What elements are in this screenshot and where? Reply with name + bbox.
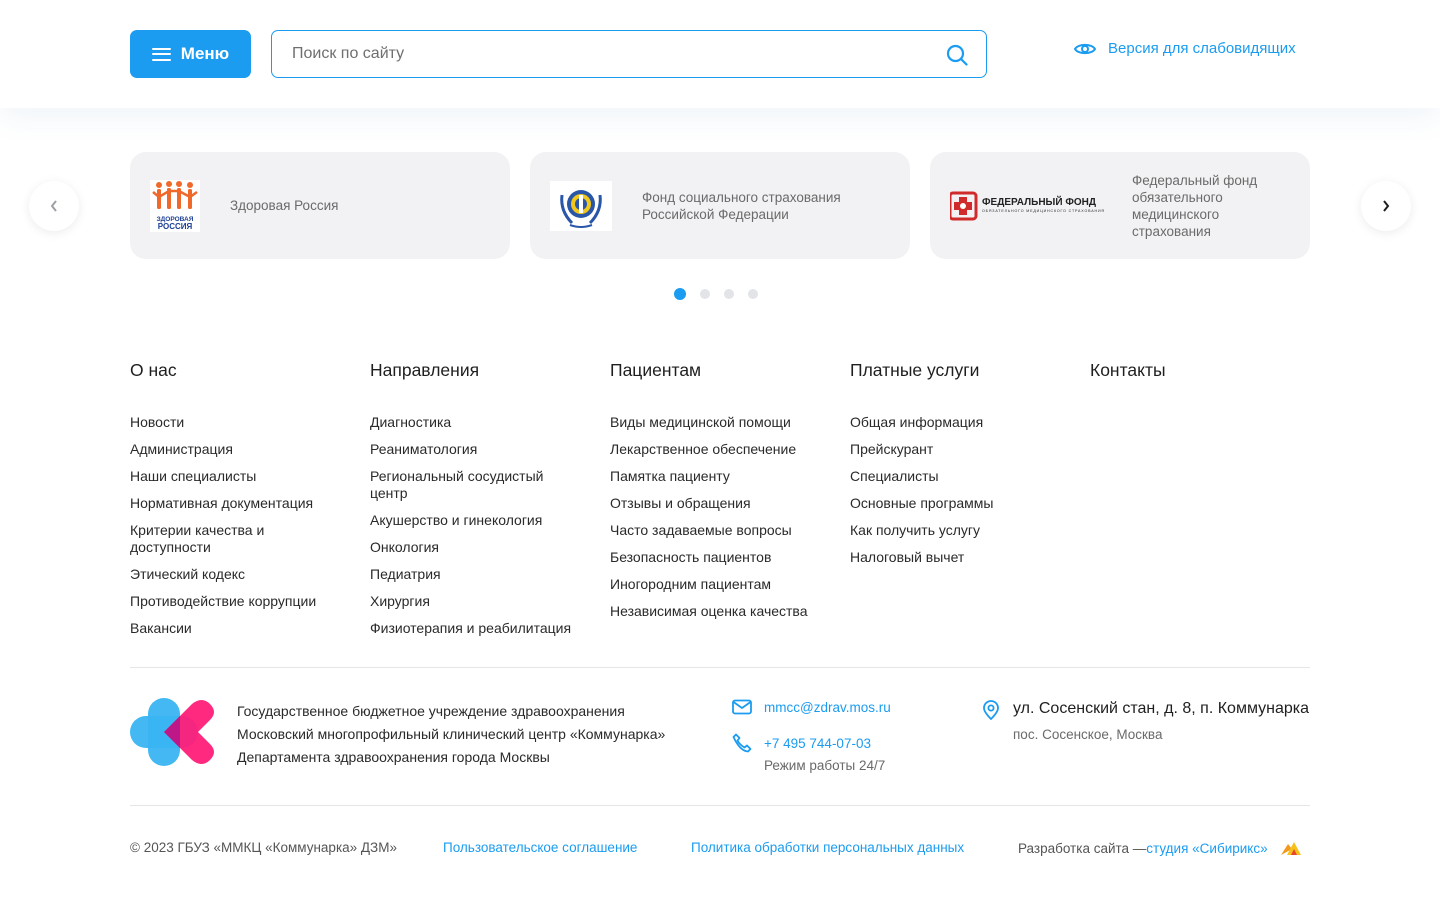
federal-fund-logo-text-1: ФЕДЕРАЛЬНЫЙ ФОНД: [982, 196, 1096, 208]
partner-card-healthy-russia[interactable]: [130, 152, 510, 259]
copyright: © 2023 ГБУЗ «ММКЦ «Коммунарка» ДЗМ»: [130, 840, 397, 855]
footer-link[interactable]: Новости: [130, 414, 185, 430]
developer-link[interactable]: студия «Сибирикс»: [1146, 840, 1268, 856]
footer-link[interactable]: Основные программы: [850, 495, 994, 511]
carousel-dot-4[interactable]: [748, 289, 758, 299]
carousel-dot-1[interactable]: [674, 288, 686, 300]
partner-card-label: Фонд социального страхования Российской Федерации: [642, 189, 841, 222]
footer-link[interactable]: Онкология: [370, 539, 440, 555]
burger-icon: [152, 48, 171, 61]
footer-link-list: [370, 414, 580, 637]
footer-link[interactable]: Реаниматология: [370, 441, 478, 457]
carousel-next-button[interactable]: [1361, 181, 1411, 231]
email-contact: [732, 699, 891, 715]
partner-card-social-fund[interactable]: [530, 152, 910, 259]
developer-credit: [1018, 840, 1302, 856]
footer-link[interactable]: Часто задаваемые вопросы: [610, 522, 792, 538]
developer-credit-prefix: Разработка сайта —: [1018, 840, 1147, 856]
federal-fund-logo: [950, 191, 1104, 221]
address: ул. Сосенский стан, д. 8, п. Коммунарка: [1013, 700, 1310, 717]
footer-column-title[interactable]: Пациентам: [610, 360, 702, 380]
footer-link[interactable]: Акушерство и гинекология: [370, 512, 543, 528]
social-fund-logo: [550, 181, 612, 231]
footer-column-patients: [610, 358, 840, 630]
location-pin-icon: [982, 700, 1000, 720]
footer-link[interactable]: Администрация: [130, 441, 233, 457]
healthy-russia-logo-text-1: ЗДОРОВАЯ: [156, 215, 194, 223]
user-agreement-link[interactable]: Пользовательское соглашение: [443, 840, 638, 855]
eye-icon: [1074, 41, 1096, 57]
federal-fund-logo-text-2: ОБЯЗАТЕЛЬНОГО МЕДИЦИНСКОГО СТРАХОВАНИЯ: [982, 208, 1104, 213]
footer-link[interactable]: Иногородним пациентам: [610, 576, 772, 592]
address-locality: пос. Сосенское, Москва: [1013, 727, 1163, 742]
carousel-dot-2[interactable]: [700, 289, 710, 299]
working-hours: Режим работы 24/7: [764, 758, 886, 773]
footer-column-contacts: [1090, 358, 1310, 414]
footer-column-directions: [370, 358, 580, 647]
footer-column-paid-services: [850, 358, 1070, 576]
footer-link-list: [610, 414, 840, 620]
footer-column-title[interactable]: Контакты: [1090, 360, 1166, 380]
search-input[interactable]: [292, 31, 932, 77]
footer-link[interactable]: Противодействие коррупции: [130, 593, 317, 609]
footer-link[interactable]: Отзывы и обращения: [610, 495, 751, 511]
carousel-prev-button[interactable]: [29, 181, 79, 231]
footer-link[interactable]: Безопасность пациентов: [610, 549, 772, 565]
healthy-russia-logo-text-2: РОССИЯ: [157, 221, 193, 231]
menu-button[interactable]: [130, 30, 251, 78]
low-vision-link[interactable]: [1074, 40, 1296, 57]
footer-link[interactable]: Региональный сосудистый центр: [370, 468, 544, 501]
footer-link[interactable]: Нормативная документация: [130, 495, 314, 511]
kommunarka-logo: [130, 698, 218, 766]
email-link[interactable]: mmcc@zdrav.mos.ru: [764, 699, 891, 715]
footer-column-about: [130, 358, 350, 647]
footer-divider: [130, 805, 1310, 806]
chevron-left-icon: [49, 199, 59, 213]
footer-link[interactable]: Прейскурант: [850, 441, 934, 457]
footer-link[interactable]: Педиатрия: [370, 566, 441, 582]
organization-name-line: Департамента здравоохранения города Москвы: [237, 749, 550, 765]
phone-contact: [732, 733, 871, 753]
carousel-dot-3[interactable]: [724, 289, 734, 299]
privacy-policy-link[interactable]: Политика обработки персональных данных: [691, 840, 965, 855]
partner-card-federal-fund[interactable]: [930, 152, 1310, 259]
footer-link[interactable]: Налоговый вычет: [850, 549, 965, 565]
footer-link[interactable]: Наши специалисты: [130, 468, 257, 484]
search-box: [271, 30, 987, 78]
footer-link[interactable]: Физиотерапия и реабилитация: [370, 620, 572, 636]
footer-link[interactable]: Независимая оценка качества: [610, 603, 808, 619]
footer-link[interactable]: Виды медицинской помощи: [610, 414, 791, 430]
organization-name-line: Государственное бюджетное учреждение здравоохранения: [237, 703, 625, 719]
carousel-pagination: [674, 288, 758, 300]
footer-divider: [130, 667, 1310, 668]
phone-link[interactable]: +7 495 744-07-03: [764, 735, 871, 751]
footer-link-list: [130, 414, 350, 637]
footer-column-title[interactable]: О нас: [130, 360, 177, 380]
search-icon[interactable]: [946, 44, 968, 66]
footer-link[interactable]: Специалисты: [850, 468, 939, 484]
chevron-right-icon: [1381, 199, 1391, 213]
footer-link[interactable]: Диагностика: [370, 414, 452, 430]
footer-link-list: [850, 414, 1070, 566]
mail-icon: [732, 699, 752, 715]
footer-link[interactable]: Лекарственное обеспечение: [610, 441, 797, 457]
footer-column-title[interactable]: Платные услуги: [850, 360, 980, 380]
sibirix-logo-icon[interactable]: [1280, 840, 1302, 856]
footer-link[interactable]: Критерии качества и доступности: [130, 522, 265, 555]
footer-link[interactable]: Этический кодекс: [130, 566, 246, 582]
footer-column-title[interactable]: Направления: [370, 360, 480, 380]
footer-link[interactable]: Памятка пациенту: [610, 468, 730, 484]
healthy-russia-logo: [150, 180, 200, 232]
partner-card-label: Федеральный фонд обязательного медицинского страхования: [1132, 172, 1258, 239]
footer-link[interactable]: Общая информация: [850, 414, 984, 430]
organization-name-line: Московский многопрофильный клинический центр «Коммунарка»: [237, 726, 666, 742]
organization-name: [237, 700, 665, 769]
menu-button-label: Меню: [180, 44, 230, 63]
phone-icon: [732, 733, 752, 753]
footer-link[interactable]: Как получить услугу: [850, 522, 981, 538]
partner-card-label: Здоровая Россия: [230, 198, 339, 213]
site-header: [0, 0, 1440, 108]
low-vision-label: Версия для слабовидящих: [1108, 40, 1296, 57]
footer-link[interactable]: Хирургия: [370, 593, 430, 609]
footer-link[interactable]: Вакансии: [130, 620, 192, 636]
